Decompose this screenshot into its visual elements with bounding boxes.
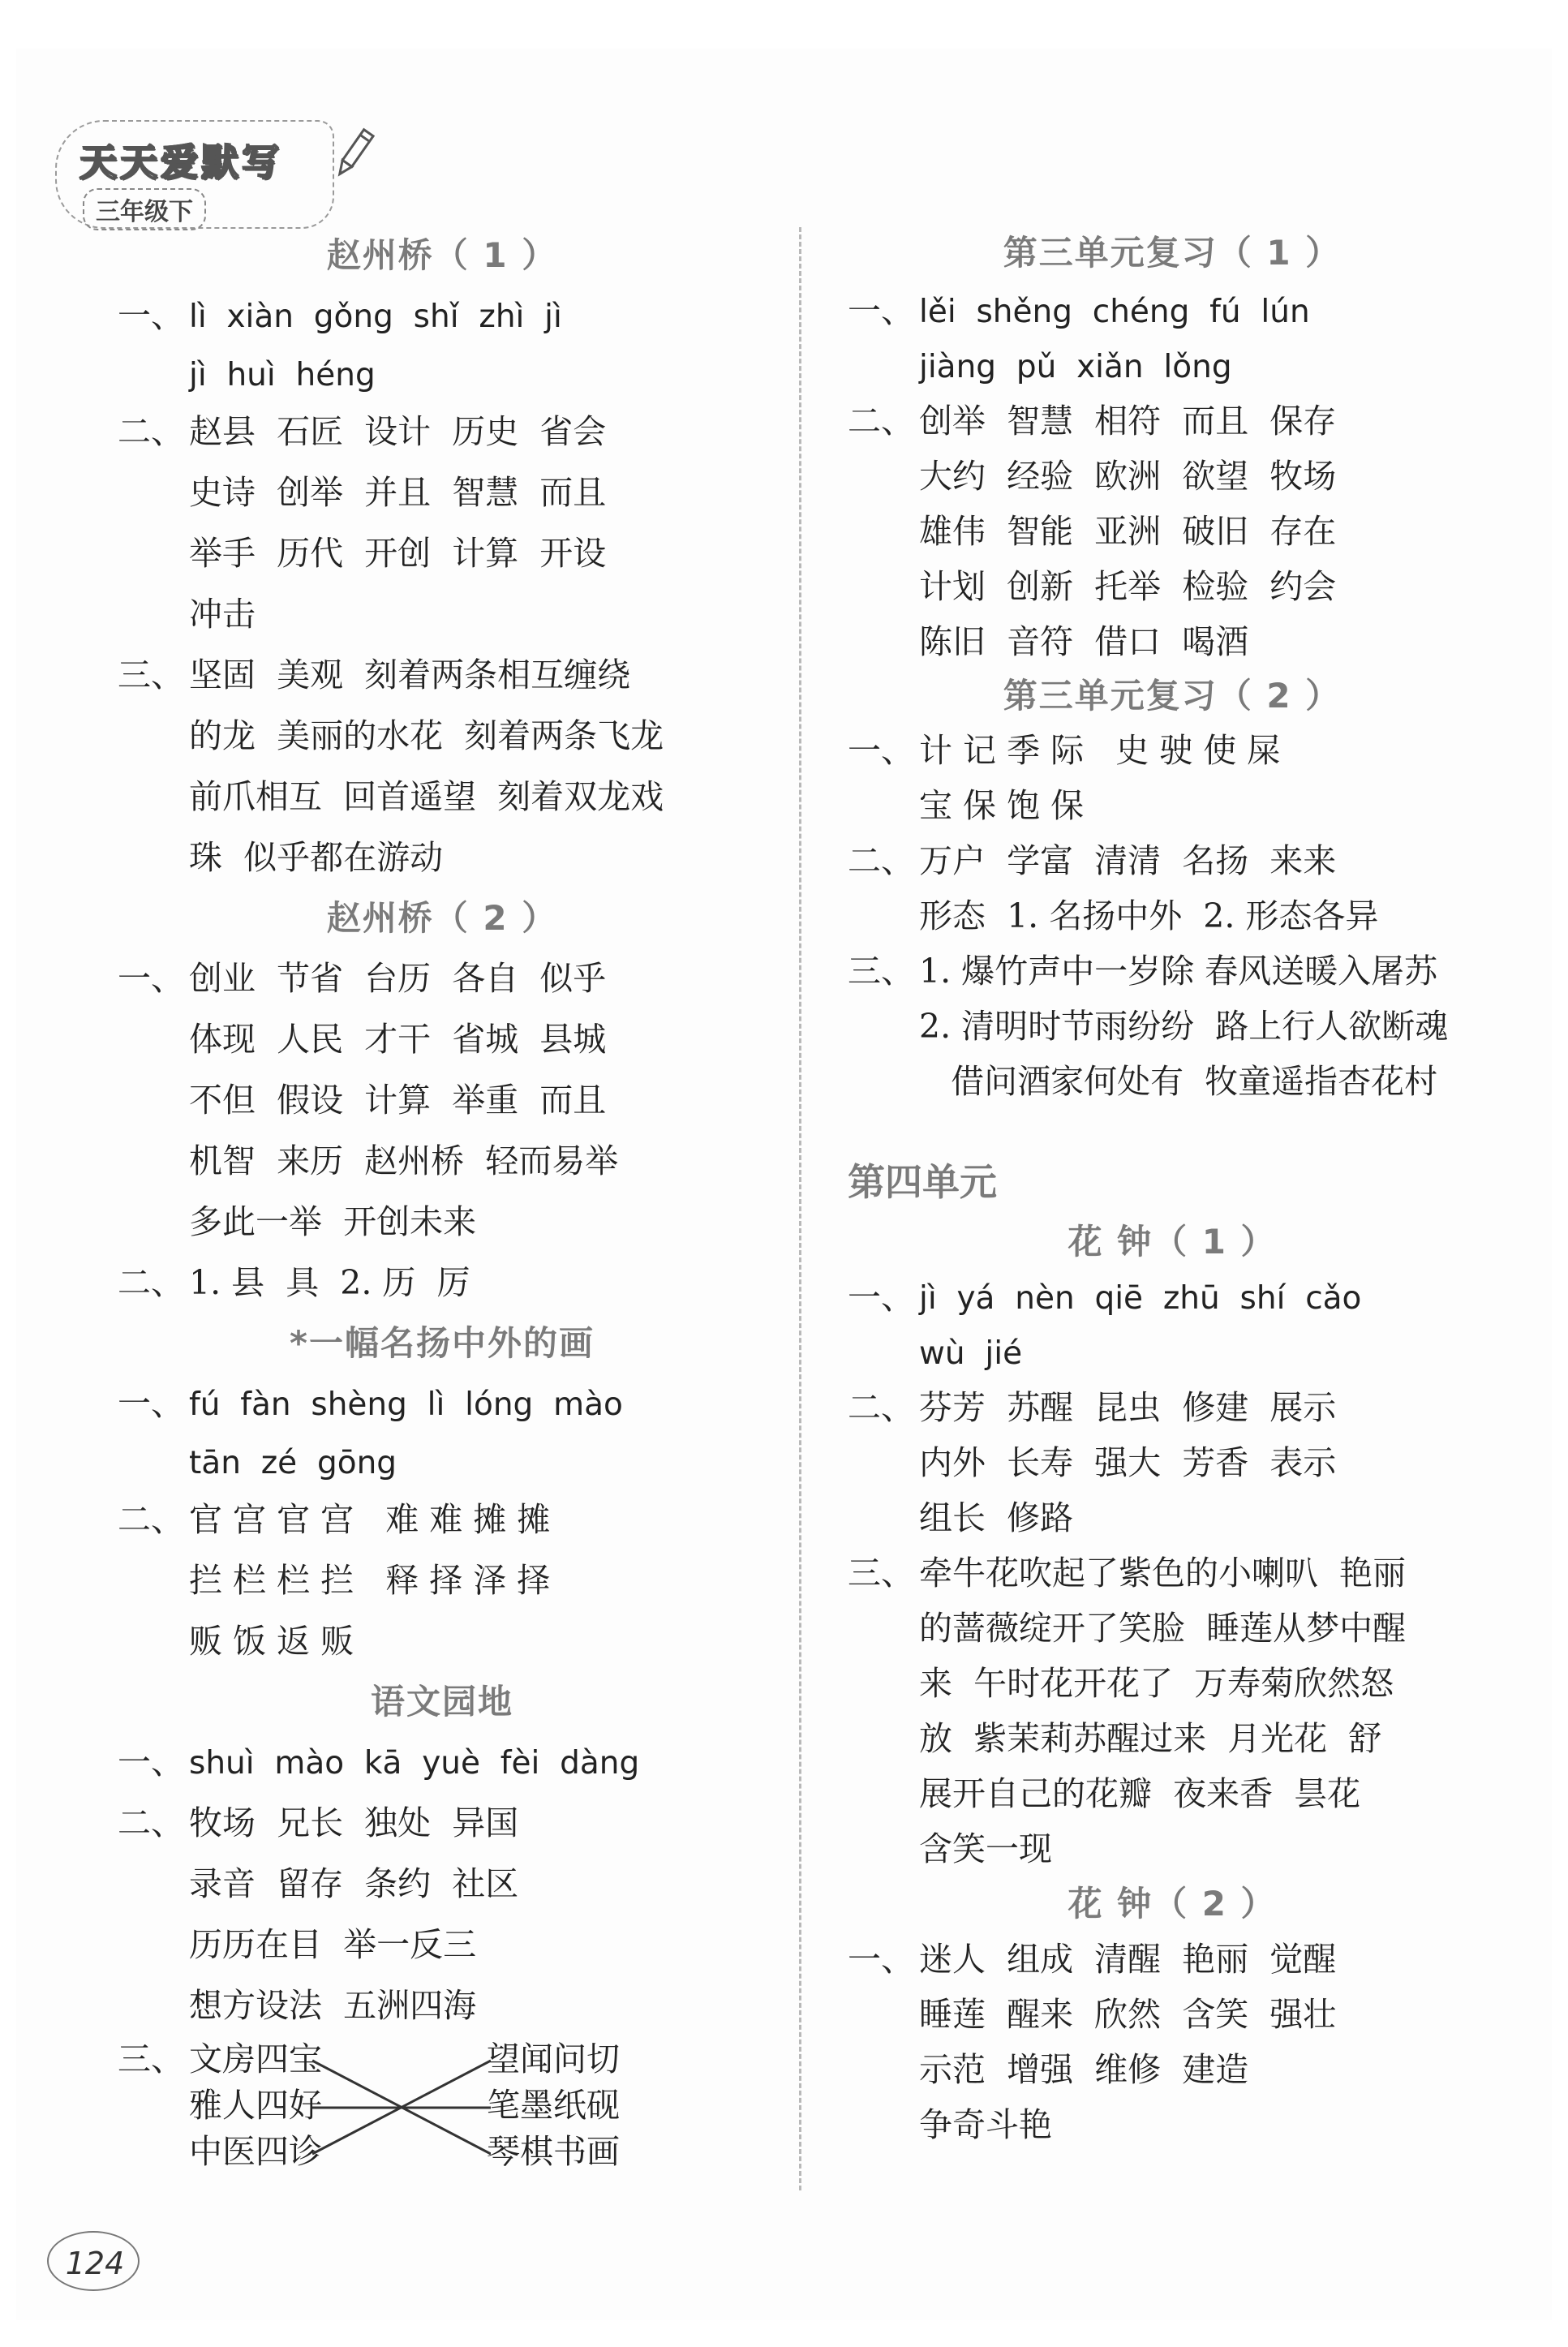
answer-line xyxy=(118,1611,767,1672)
answer-line xyxy=(118,645,767,706)
answer-line xyxy=(848,1325,1497,1380)
answer-text: 雄伟 智能 亚洲 破旧 存在 xyxy=(919,512,1337,551)
answer-line xyxy=(118,706,767,767)
answer-line xyxy=(848,833,1497,888)
answer-line xyxy=(118,1253,767,1313)
book-logo xyxy=(49,120,373,234)
answer-text: 内外 长寿 强大 芳香 表示 xyxy=(919,1443,1337,1482)
answer-line xyxy=(118,827,767,888)
question-mark: 二、 xyxy=(848,1388,914,1427)
match-right-item: 琴棋书画 xyxy=(487,2132,620,2171)
answer-line xyxy=(848,944,1497,999)
answer-text: 争奇斗艳 xyxy=(919,2105,1052,2144)
answer-text: 历历在目 举一反三 xyxy=(189,1925,477,1964)
answer-line xyxy=(848,1987,1497,2042)
page-number: 124 xyxy=(65,2246,125,2281)
answer-text: fú fàn shèng lì lóng mào xyxy=(189,1386,623,1423)
answer-text: shuì mào kā yuè fèi dàng xyxy=(189,1745,640,1782)
answer-line xyxy=(848,1490,1497,1545)
match-left-item: 中医四诊 xyxy=(189,2132,322,2171)
section-title: *一幅名扬中外的画 xyxy=(290,1323,595,1363)
answer-line xyxy=(848,2042,1497,2097)
question-mark: 一、 xyxy=(118,959,184,998)
match-right-column xyxy=(487,2036,620,2175)
answer-text: 计划 创新 托举 检验 约会 xyxy=(919,567,1337,606)
answer-line xyxy=(118,584,767,645)
answer-line xyxy=(118,1009,767,1070)
answer-line xyxy=(118,523,767,584)
answer-text: 举手 历代 开创 计算 开设 xyxy=(189,534,607,573)
answer-line xyxy=(848,2097,1497,2152)
answer-text: 展开自己的花瓣 夜来香 昙花 xyxy=(919,1774,1361,1813)
answer-line xyxy=(848,1766,1497,1821)
answer-line xyxy=(118,1070,767,1131)
answer-text: 放 紫茉莉苏醒过来 月光花 舒 xyxy=(919,1719,1382,1758)
answer-text: 芬芳 苏醒 昆虫 修建 展示 xyxy=(919,1388,1337,1427)
answer-text: jì yá nèn qiē zhū shí cǎo xyxy=(919,1280,1362,1317)
answer-text: 不但 假设 计算 举重 而且 xyxy=(189,1081,607,1120)
book-title: 天天爱默写 xyxy=(79,140,282,184)
answer-text: 的蔷薇绽开了笑脸 睡莲从梦中醒 xyxy=(919,1609,1407,1648)
answer-text: 前爪相互 回首遥望 刻着双龙戏 xyxy=(189,777,664,816)
answer-line xyxy=(848,614,1497,669)
answer-line xyxy=(118,1373,767,1434)
question-mark: 二、 xyxy=(118,1803,184,1842)
section-title: 花 钟（ 1 ） xyxy=(1068,1222,1277,1262)
answer-line xyxy=(848,1711,1497,1766)
answer-line xyxy=(848,1932,1497,1987)
answer-line xyxy=(118,462,767,523)
match-right-item: 望闻问切 xyxy=(487,2040,620,2078)
answer-text: tān zé gōng xyxy=(189,1445,397,1481)
question-mark: 三、 xyxy=(848,952,914,991)
answer-line xyxy=(848,1545,1497,1601)
answer-line xyxy=(118,1434,767,1489)
answer-text: 组长 修路 xyxy=(919,1498,1074,1537)
match-left-item: 雅人四好 xyxy=(189,2086,322,2125)
question-mark: 二、 xyxy=(118,1500,184,1539)
answer-line xyxy=(848,1270,1497,1325)
question-mark: 一、 xyxy=(848,1940,914,1979)
answer-text: 冲击 xyxy=(189,595,256,634)
answer-line xyxy=(848,778,1497,833)
answer-text: 借问酒家何处有 牧童遥指杏花村 xyxy=(919,1062,1438,1101)
answer-text: 贩 饭 返 贩 xyxy=(189,1622,354,1661)
question-mark: 二、 xyxy=(118,1263,184,1302)
answer-line xyxy=(118,1975,767,2036)
answer-line xyxy=(118,948,767,1009)
answer-line xyxy=(118,1915,767,1975)
answer-text: 录音 留存 条约 社区 xyxy=(189,1864,519,1903)
answer-text: 牵牛花吹起了紫色的小喇叭 艳丽 xyxy=(919,1554,1407,1593)
answer-text: 体现 人民 才干 省城 县城 xyxy=(189,1020,607,1059)
question-mark: 二、 xyxy=(848,841,914,880)
question-mark: 三、 xyxy=(848,1554,914,1593)
answer-text: 计 记 季 际 史 驶 使 屎 xyxy=(919,731,1281,770)
answer-line xyxy=(848,888,1497,944)
answer-line xyxy=(848,1435,1497,1490)
answer-line xyxy=(118,1793,767,1854)
answer-text: lì xiàn gǒng shǐ zhì jì xyxy=(189,299,562,335)
answer-line xyxy=(848,559,1497,614)
question-mark: 一、 xyxy=(118,296,184,335)
right-column xyxy=(848,223,1497,2152)
question-mark: 三、 xyxy=(118,656,184,694)
answer-line xyxy=(848,393,1497,449)
answer-line xyxy=(848,504,1497,559)
answer-line xyxy=(848,283,1497,338)
answer-text: 坚固 美观 刻着两条相互缠绕 xyxy=(189,656,631,694)
answer-line xyxy=(118,1131,767,1192)
answer-text: 多此一举 开创未来 xyxy=(189,1202,477,1241)
question-mark: 二、 xyxy=(848,402,914,441)
question-mark: 一、 xyxy=(848,1278,914,1317)
answer-line xyxy=(118,1550,767,1611)
question-mark: 一、 xyxy=(118,1384,184,1423)
answer-text: 2. 清明时节雨纷纷 路上行人欲断魂 xyxy=(919,1007,1449,1046)
answer-text: wù jié xyxy=(919,1335,1023,1372)
answer-text: 创业 节省 台历 各自 似乎 xyxy=(189,959,607,998)
answer-line xyxy=(118,1854,767,1915)
answer-text: 睡莲 醒来 欣然 含笑 强壮 xyxy=(919,1995,1337,2034)
answer-text: 大约 经验 欧洲 欲望 牧场 xyxy=(919,457,1337,496)
left-column xyxy=(118,226,767,2174)
section-title: 第三单元复习（ 2 ） xyxy=(1003,676,1342,716)
answer-text: 示范 增强 维修 建造 xyxy=(919,2050,1249,2089)
answer-line xyxy=(848,1656,1497,1711)
answer-line xyxy=(848,1601,1497,1656)
section-title: 语文园地 xyxy=(370,1682,513,1722)
answer-text: 赵县 石匠 设计 历史 省会 xyxy=(189,412,607,451)
answer-line xyxy=(848,723,1497,778)
unit-title: 第四单元 xyxy=(848,1160,997,1204)
pencil-icon xyxy=(333,125,375,183)
answer-text: 牧场 兄长 独处 异国 xyxy=(189,1803,519,1842)
answer-line xyxy=(848,1054,1497,1109)
match-right-item: 笔墨纸砚 xyxy=(487,2086,620,2125)
answer-text: 1. 爆竹声中一岁除 春风送暖入屠苏 xyxy=(919,952,1438,991)
question-mark: 三、 xyxy=(118,2040,184,2078)
answer-line xyxy=(848,449,1497,504)
match-left-item: 文房四宝 xyxy=(189,2040,322,2078)
answer-text: 来 午时花开花了 万寿菊欣然怒 xyxy=(919,1664,1394,1703)
answer-text: lěi shěng chéng fú lún xyxy=(919,294,1310,330)
answer-line xyxy=(118,1489,767,1550)
answer-text: jiàng pǔ xiǎn lǒng xyxy=(919,349,1232,385)
answer-line xyxy=(848,1380,1497,1435)
question-mark: 一、 xyxy=(118,1743,184,1782)
answer-text: 史诗 创举 并且 智慧 而且 xyxy=(189,473,607,512)
answer-text: 珠 似乎都在游动 xyxy=(189,838,444,877)
section-title: 赵州桥（ 2 ） xyxy=(326,898,558,938)
answer-text: 拦 栏 栏 拦 释 择 泽 择 xyxy=(189,1561,551,1600)
answer-line xyxy=(848,338,1497,393)
answer-line xyxy=(118,1732,767,1793)
answer-text: 创举 智慧 相符 而且 保存 xyxy=(919,402,1337,441)
answer-line xyxy=(118,767,767,827)
question-mark: 二、 xyxy=(118,412,184,451)
section-title: 花 钟（ 2 ） xyxy=(1068,1884,1277,1924)
answer-line xyxy=(848,1821,1497,1876)
section-title: 赵州桥（ 1 ） xyxy=(326,235,558,275)
answer-line xyxy=(118,1192,767,1253)
answer-text: 万户 学富 清清 名扬 来来 xyxy=(919,841,1337,880)
answer-text: 机智 来历 赵州桥 轻而易举 xyxy=(189,1141,619,1180)
answer-text: 官 宫 官 宫 难 难 摊 摊 xyxy=(189,1500,551,1539)
column-divider xyxy=(799,227,801,2190)
question-mark: 一、 xyxy=(848,291,914,330)
answer-text: 含笑一现 xyxy=(919,1829,1052,1868)
answer-text: 形态 1. 名扬中外 2. 形态各异 xyxy=(919,896,1379,935)
answer-text: jì huì héng xyxy=(189,357,376,393)
answer-line xyxy=(118,402,767,462)
answer-line xyxy=(118,346,767,402)
answer-text: 陈旧 音符 借口 喝酒 xyxy=(919,622,1249,661)
section-title: 第三单元复习（ 1 ） xyxy=(1003,233,1342,273)
answer-line xyxy=(848,999,1497,1054)
answer-text: 想方设法 五洲四海 xyxy=(189,1986,477,2025)
answer-line xyxy=(118,286,767,346)
answer-text: 宝 保 饱 保 xyxy=(919,786,1085,825)
matching-lines xyxy=(312,2044,491,2174)
answer-text: 迷人 组成 清醒 艳丽 觉醒 xyxy=(919,1940,1337,1979)
matching-answer xyxy=(118,2036,767,2174)
answer-text: 1. 县 具 2. 历 厉 xyxy=(189,1263,470,1302)
answer-text: 的龙 美丽的水花 刻着两条飞龙 xyxy=(189,716,664,755)
grade-label: 三年级下 xyxy=(83,188,206,230)
question-mark: 一、 xyxy=(848,731,914,770)
